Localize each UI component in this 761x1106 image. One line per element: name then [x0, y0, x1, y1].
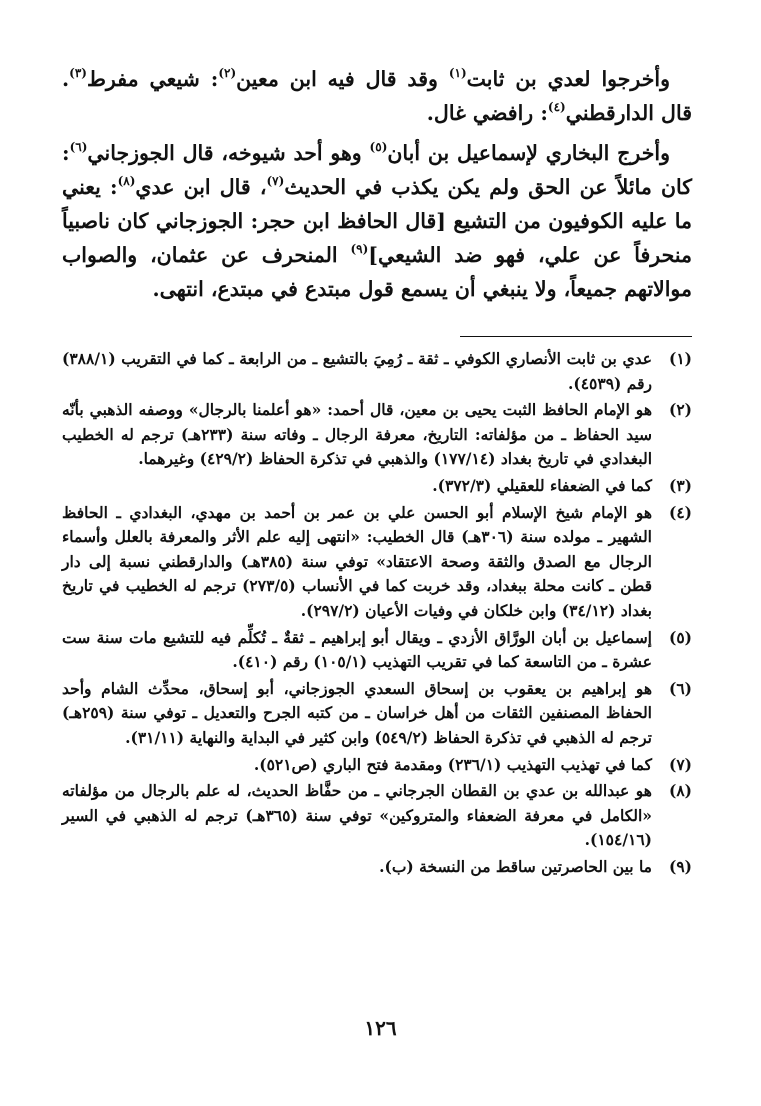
footnote-ref-5[interactable]: (٥) [369, 140, 388, 154]
footnote-ref-2[interactable]: (٢) [218, 66, 237, 80]
main-text [62, 62, 692, 306]
footnote-6 [62, 677, 692, 751]
text-span: المنحرف عن عثمان، والصواب موالاتهم جميعاً، ولا ينبغي أن يسمع قول مبتدع في مبتدع، انتهى. [62, 243, 692, 301]
footnote-ref-8[interactable]: (٨) [117, 174, 136, 188]
footnote-text: إسماعيل بن أبان الورَّاق الأزدي ـ ويقال أبو إبراهيم ـ ثقةٌ ـ تُكلِّم فيه للتشيع مات سنة ست عشرة ـ من التاسعة كما في تقريب التهذيب (١٠٥/١) رقم (٤١٠). [62, 627, 652, 672]
footnote-text: كما في الضعفاء للعقيلي (٣٧٢/٣). [432, 475, 652, 495]
footnote-number: (١) [668, 349, 692, 368]
text-span: وأخرجوا لعدي بن ثابت [466, 67, 670, 91]
page-number: ١٢٦ [364, 1016, 397, 1040]
footnote-number: (٤) [668, 502, 692, 522]
text-span: : رافضي غال. [426, 101, 548, 125]
footnote-text: هو إبراهيم بن يعقوب بن إسحاق السعدي الجوزجاني، أبو إسحاق، محدِّث الشام وأحد الحفاظ المصنفين الثقات من أهل خراسان ـ من كتبه الجرح والتعديل ـ توفي سنة (٢٥٩هـ) ترجم له الذهبي في تذكرة الحفاظ (٥٤٩/٢) وابن كثير في البداية والنهاية (٣١/١١). [62, 678, 652, 747]
text-span: ، قال ابن عدي [135, 175, 267, 199]
main-paragraph-1 [62, 62, 692, 130]
footnote-text: ما بين الحاصرتين ساقط من النسخة (ب). [379, 856, 652, 876]
text-span: وهو أحد شيوخه، قال الجوزجاني [87, 141, 370, 165]
text-span: : شيعي مفرط [86, 67, 219, 91]
footnote-8 [62, 779, 692, 853]
footnote-7 [62, 753, 692, 778]
footnote-number: (٥) [668, 627, 692, 647]
main-paragraph-2 [62, 136, 692, 306]
footnote-number: (٧) [668, 754, 692, 774]
footnote-number: (٢) [668, 400, 692, 420]
footnote-ref-4[interactable]: (٤) [547, 100, 566, 114]
footnote-text: هو الإمام شيخ الإسلام أبو الحسن علي بن عمر بن أحمد بن مهدي، البغدادي ـ الحافظ الشهير ـ مولده سنة (٣٠٦هـ) قال الخطيب: «انتهى إليه علم الأثر والمعرفة بالعلل وأسماء الرجال مع الصدق والثقة وصحة الاعتقاد» توفي سنة (٣٨٥هـ) والدارقطني نسبة إلى دار قطن ـ كانت محلة ببغداد، وقد خربت كما في الأنساب (٢٧٣/٥) ترجم له الخطيب في تاريخ بغداد (٣٤/١٢) وابن خلكان في وفيات الأعيان (٢٩٧/٢). [62, 502, 653, 620]
footnote-4 [62, 501, 692, 624]
footnote-3 [62, 474, 692, 499]
footnote-ref-6[interactable]: (٦) [69, 140, 88, 154]
footnote-ref-1[interactable]: (١) [448, 66, 467, 80]
footnote-text: هو عبدالله بن عدي بن القطان الجرجاني ـ من حفَّاظ الحديث، له علم بالرجال من مؤلفاته «الكامل في معرفة الضعفاء والمتروكين» توفي سنة (٣٦٥هـ) ترجم له الذهبي في السير (١٥٤/١٦). [62, 781, 652, 850]
text-span: : يعني ما عليه الكوفيون من التشيع [قال الحافظ ابن حجر: الجوزجاني كان ناصبياً منحرفاً عن علي، فهو ضد الشيعي] [62, 175, 692, 267]
page-body [62, 62, 692, 881]
footnote-5 [62, 626, 692, 675]
footnote-number: (٩) [668, 856, 692, 876]
footnote-9 [62, 855, 692, 880]
footnote-2 [62, 398, 692, 472]
footnote-ref-7[interactable]: (٧) [266, 174, 285, 188]
footnote-number: (٣) [668, 475, 692, 495]
footnote-text: عدي بن ثابت الأنصاري الكوفي ـ ثقة ـ رُمِيَ بالتشيع ـ من الرابعة ـ كما في التقريب (٣٨٨/١) رقم (٤٥٣٩). [62, 349, 652, 393]
footnote-number: (٨) [668, 781, 692, 801]
footnote-number: (٦) [668, 678, 692, 698]
footnote-separator [460, 336, 692, 337]
text-span: : كان مائلاً عن الحق ولم يكن يكذب في الحديث [62, 141, 693, 199]
text-span: وقد قال فيه ابن معين [236, 67, 449, 91]
footnote-text: كما في تهذيب التهذيب (٢٣٦/١) ومقدمة فتح الباري (ص٥٢١). [253, 754, 652, 774]
text-span: . قال الدارقطني [62, 67, 692, 125]
footnote-1 [62, 347, 692, 396]
footnote-text: هو الإمام الحافظ الثبت يحيى بن معين، قال أحمد: «هو أعلمنا بالرجال» ووصفه الذهبي بأنّه سيد الحفاظ ـ من مؤلفاته: التاريخ، معرفة الرجال ـ وفاته سنة (٢٣٣هـ) ترجم له الخطيب البغدادي في تاريخ بغداد (١٧٧/١٤) والذهبي في تذكرة الحفاظ (٤٢٩/٢) وغيرهما. [62, 400, 653, 469]
text-span: وأخرج البخاري لإسماعيل بن أبان [387, 141, 670, 165]
footnote-ref-9[interactable]: (٩) [350, 242, 369, 256]
footnote-ref-3[interactable]: (٣) [69, 66, 87, 80]
footnotes-list [62, 347, 692, 879]
